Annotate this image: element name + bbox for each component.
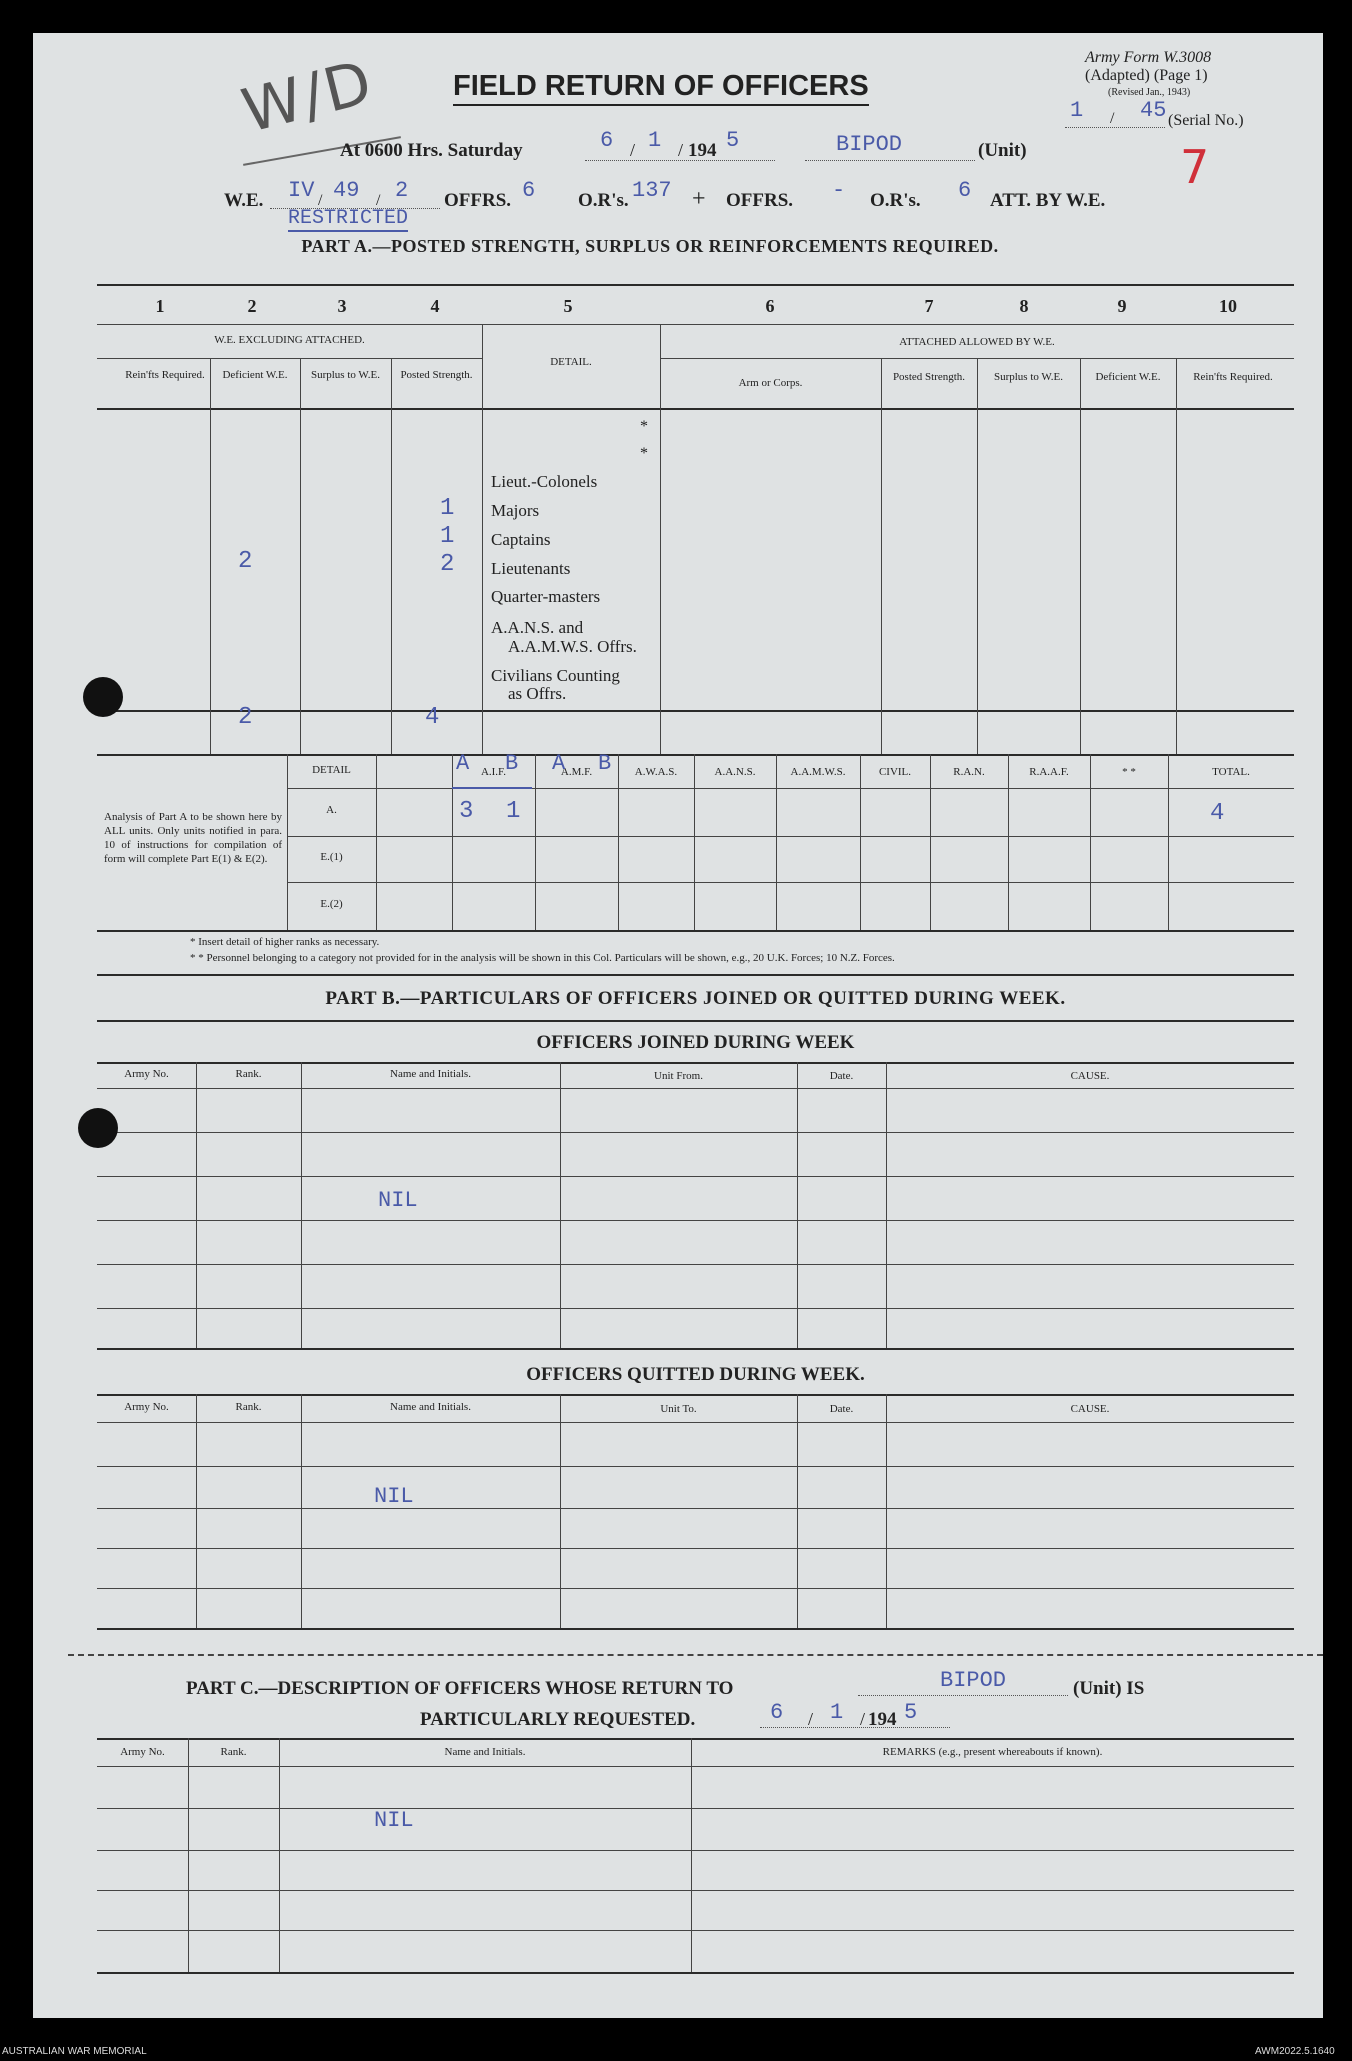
date-slash-2: / bbox=[678, 140, 684, 160]
part-a-heading: PART A.—POSTED STRENGTH, SURPLUS OR REINFORCEMENTS REQUIRED. bbox=[301, 236, 999, 256]
joined-h-date: Date. bbox=[829, 1070, 854, 1082]
col-number-6: 6 bbox=[765, 296, 775, 316]
form-title: FIELD RETURN OF OFFICERS bbox=[453, 70, 869, 106]
analysis-h-total: TOTAL. bbox=[1212, 766, 1250, 778]
part-c-unit-dots bbox=[858, 1695, 1068, 1696]
joined-vline-5 bbox=[886, 1062, 887, 1348]
quitted-vline-5 bbox=[886, 1394, 887, 1628]
plus-sign: + bbox=[692, 186, 706, 212]
part-a-group-rule-left bbox=[97, 358, 482, 359]
col-number-9: 9 bbox=[1117, 296, 1127, 316]
quitted-vline-4 bbox=[797, 1394, 798, 1628]
h-reinf: Rein'fts Required. bbox=[125, 369, 205, 381]
joined-h-unit-from: Unit From. bbox=[654, 1070, 703, 1082]
part-a-vline-8 bbox=[1080, 358, 1081, 754]
part-c-unit-is: (Unit) IS bbox=[1073, 1678, 1145, 1699]
footer-left: AUSTRALIAN WAR MEMORIAL bbox=[2, 2046, 147, 2057]
part-c-h-remarks: REMARKS (e.g., present whereabouts if known). bbox=[882, 1746, 1103, 1758]
part-b-rule bbox=[97, 1020, 1294, 1022]
joined-vline-3 bbox=[560, 1062, 561, 1348]
part-c-year-digit: 5 bbox=[904, 1700, 918, 1725]
annotation-a-2: A bbox=[552, 751, 566, 776]
date-day: 6 bbox=[600, 128, 614, 153]
posted-lieutenants: 2 bbox=[440, 551, 455, 578]
joined-vline-2 bbox=[301, 1062, 302, 1348]
ors-value: 137 bbox=[632, 178, 672, 203]
form-revised: (Revised Jan., 1943) bbox=[1108, 87, 1191, 98]
time-label: At 0600 Hrs. Saturday bbox=[340, 140, 523, 161]
joined-row-rule-4 bbox=[97, 1264, 1294, 1265]
part-c-slash-1: / bbox=[808, 1709, 814, 1729]
joined-h-name: Name and Initials. bbox=[390, 1068, 471, 1080]
analysis-h-ran: R.A.N. bbox=[953, 766, 985, 778]
analysis-total-value: 4 bbox=[1210, 800, 1225, 827]
date-month: 1 bbox=[648, 128, 662, 153]
rank-civilians-2: as Offrs. bbox=[508, 684, 567, 703]
joined-row-rule-3 bbox=[97, 1220, 1294, 1221]
col-number-1: 1 bbox=[155, 296, 165, 316]
offrs-label: OFFRS. bbox=[444, 190, 512, 211]
quitted-heading: OFFICERS QUITTED DURING WEEK. bbox=[526, 1364, 865, 1385]
analysis-vline-8 bbox=[930, 754, 931, 930]
quitted-row-rule-4 bbox=[97, 1588, 1294, 1589]
analysis-row-e1: E.(1) bbox=[320, 851, 343, 863]
joined-header-rule bbox=[97, 1088, 1294, 1089]
quitted-h-rank: Rank. bbox=[235, 1401, 262, 1413]
annotation-underline bbox=[452, 787, 532, 789]
analysis-h-detail: DETAIL bbox=[312, 764, 351, 776]
total-posted: 4 bbox=[425, 704, 440, 731]
analysis-vline-2 bbox=[452, 754, 453, 930]
analysis-vline-1 bbox=[376, 754, 377, 930]
serial-slash: / bbox=[1110, 110, 1115, 127]
analysis-h-civil: CIVIL. bbox=[878, 766, 912, 778]
rank-civilians-1: Civilians Counting bbox=[491, 666, 620, 685]
date-year-digit: 5 bbox=[726, 128, 740, 153]
offrs2-label: OFFRS. bbox=[726, 190, 794, 211]
part-c-vline-3 bbox=[691, 1738, 692, 1972]
rank-quarter-masters: Quarter-masters bbox=[491, 587, 601, 606]
quitted-row-rule-2 bbox=[97, 1508, 1294, 1509]
h-surplus-2: Surplus to W.E. bbox=[993, 371, 1064, 383]
analysis-h-aamws: A.A.M.W.S. bbox=[790, 766, 846, 778]
att-label: ATT. BY W.E. bbox=[990, 190, 1106, 211]
part-a-header-rule bbox=[97, 408, 1294, 410]
col-number-2: 2 bbox=[247, 296, 257, 316]
part-c-vline-2 bbox=[279, 1738, 280, 1972]
part-c-row-rule-3 bbox=[97, 1890, 1294, 1891]
punch-hole-2 bbox=[78, 1108, 118, 1148]
col-number-4: 4 bbox=[430, 296, 440, 316]
analysis-h-raaf: R.A.A.F. bbox=[1029, 766, 1069, 778]
analysis-vline-4 bbox=[618, 754, 619, 930]
h-posted-2: Posted Strength. bbox=[892, 371, 966, 383]
h-deficient-2: Deficient W.E. bbox=[1095, 371, 1161, 383]
attached-allowed: ATTACHED ALLOWED BY W.E. bbox=[899, 336, 1055, 348]
analysis-h-awas: A.W.A.S. bbox=[634, 766, 678, 778]
handwritten-wd-mark: W/D bbox=[235, 47, 381, 147]
part-c-date-dots bbox=[760, 1727, 950, 1728]
deficient-lieutenants: 2 bbox=[238, 548, 253, 575]
analysis-row-rule-1 bbox=[287, 836, 1294, 837]
part-b-heading: PART B.—PARTICULARS OF OFFICERS JOINED OR QUITTED DURING WEEK. bbox=[325, 988, 1066, 1009]
part-c-bottom-rule bbox=[97, 1972, 1294, 1974]
detail-star-2: * bbox=[640, 445, 648, 462]
ors2-value: 6 bbox=[958, 178, 972, 203]
date-slash-1: / bbox=[630, 140, 636, 160]
rank-majors: Majors bbox=[491, 501, 540, 520]
we-slash-2: / bbox=[376, 192, 381, 209]
part-a-vline-4 bbox=[482, 324, 483, 754]
part-a-vline-3 bbox=[391, 358, 392, 754]
annotation-b-1: B bbox=[505, 751, 519, 776]
quitted-h-unit-to: Unit To. bbox=[660, 1403, 697, 1415]
part-c-row-rule-1 bbox=[97, 1808, 1294, 1809]
part-c-year-prefix: 194 bbox=[868, 1709, 897, 1730]
posted-majors: 1 bbox=[440, 495, 455, 522]
rank-aans-1: A.A.N.S. and bbox=[491, 618, 584, 637]
analysis-note: Analysis of Part A to be shown here by ALL units. Only units notified in para. 10 of instructions for compilation of form will complete Part E(1) & E(2). bbox=[104, 811, 282, 865]
analysis-h-aif: A.I.F. bbox=[480, 766, 507, 778]
h-surplus: Surplus to W.E. bbox=[310, 369, 381, 381]
quitted-header-rule bbox=[97, 1422, 1294, 1423]
joined-heading: OFFICERS JOINED DURING WEEK bbox=[536, 1032, 855, 1053]
col-number-5: 5 bbox=[563, 296, 573, 316]
serial-a: 1 bbox=[1070, 98, 1084, 123]
serial-b: 45 bbox=[1140, 98, 1167, 123]
we-excluding-attached: W.E. EXCLUDING ATTACHED. bbox=[214, 334, 365, 346]
analysis-vline-3 bbox=[535, 754, 536, 930]
unit-label: (Unit) bbox=[978, 140, 1027, 161]
part-a-vline-7 bbox=[977, 358, 978, 754]
part-a-bottom-rule bbox=[97, 754, 1294, 756]
rank-aans-2: A.A.M.W.S. Offrs. bbox=[508, 637, 637, 656]
quitted-h-cause: CAUSE. bbox=[1070, 1403, 1110, 1415]
analysis-vline-9 bbox=[1008, 754, 1009, 930]
quitted-row-rule-3 bbox=[97, 1548, 1294, 1549]
analysis-h-aans: A.A.N.S. bbox=[714, 766, 756, 778]
analysis-vline-10 bbox=[1090, 754, 1091, 930]
restricted-stamp: RESTRICTED bbox=[288, 207, 409, 230]
part-c-h-rank: Rank. bbox=[220, 1746, 247, 1758]
joined-top-rule bbox=[97, 1062, 1294, 1064]
quitted-bottom-rule bbox=[97, 1628, 1294, 1630]
part-c-line-2: PARTICULARLY REQUESTED. bbox=[420, 1709, 696, 1730]
footnote-rule bbox=[97, 974, 1294, 976]
quitted-vline-2 bbox=[301, 1394, 302, 1628]
posted-captains: 1 bbox=[440, 523, 455, 550]
h-deficient: Deficient W.E. bbox=[222, 369, 288, 381]
quitted-vline-1 bbox=[196, 1394, 197, 1628]
part-c-day: 6 bbox=[770, 1700, 784, 1725]
analysis-vline-5 bbox=[694, 754, 695, 930]
rank-captains: Captains bbox=[491, 530, 551, 549]
analysis-vline-7 bbox=[860, 754, 861, 930]
unit-dots bbox=[805, 160, 975, 161]
we-slash-1: / bbox=[318, 192, 323, 209]
joined-row-rule-1 bbox=[97, 1132, 1294, 1133]
total-deficient: 2 bbox=[238, 704, 253, 731]
perforation-line bbox=[68, 1654, 1323, 1656]
col-number-3: 3 bbox=[337, 296, 347, 316]
part-a-vline-1 bbox=[210, 358, 211, 754]
quitted-row-rule-1 bbox=[97, 1466, 1294, 1467]
rank-lieutenants: Lieutenants bbox=[491, 559, 571, 578]
quitted-vline-3 bbox=[560, 1394, 561, 1628]
analysis-row-a: A. bbox=[326, 804, 337, 816]
analysis-header-rule bbox=[287, 788, 1294, 789]
part-c-row-rule-4 bbox=[97, 1930, 1294, 1931]
part-c-month: 1 bbox=[830, 1700, 844, 1725]
we-c: 2 bbox=[395, 178, 409, 203]
part-a-vline-2 bbox=[300, 358, 301, 754]
part-c-line-1: PART C.—DESCRIPTION OF OFFICERS WHOSE RETURN TO bbox=[186, 1678, 734, 1699]
we-label: W.E. bbox=[224, 190, 264, 211]
detail-star-1: * bbox=[640, 418, 648, 435]
h-arm-corps: Arm or Corps. bbox=[738, 377, 803, 389]
quitted-top-rule bbox=[97, 1394, 1294, 1396]
ors-label: O.R's. bbox=[578, 190, 629, 211]
col-number-10: 10 bbox=[1219, 296, 1237, 316]
joined-row-rule-2 bbox=[97, 1176, 1294, 1177]
analysis-aif-value: 3 bbox=[459, 798, 474, 825]
we-b: 49 bbox=[333, 178, 360, 203]
analysis-amf-value: 1 bbox=[506, 798, 521, 825]
part-c-h-army-no: Army No. bbox=[120, 1746, 165, 1758]
footnote-2: * * Personnel belonging to a category not provided for in the analysis will be shown in this Col. Particulars will be shown, e.g., 20 U.K. Forces; 10 N.Z. Forces. bbox=[190, 952, 895, 964]
joined-h-army-no: Army No. bbox=[124, 1068, 169, 1080]
joined-vline-4 bbox=[797, 1062, 798, 1348]
part-a-numbers-rule bbox=[97, 324, 1294, 325]
col-number-8: 8 bbox=[1019, 296, 1029, 316]
date-dots bbox=[585, 160, 775, 161]
analysis-h-amf: A.M.F. bbox=[560, 766, 593, 778]
joined-row-rule-5 bbox=[97, 1308, 1294, 1309]
joined-nil: NIL bbox=[378, 1188, 418, 1213]
part-c-header-rule bbox=[97, 1766, 1294, 1767]
joined-bottom-rule bbox=[97, 1348, 1294, 1350]
serial-dots bbox=[1065, 127, 1165, 128]
annotation-b-2: B bbox=[598, 751, 612, 776]
joined-h-rank: Rank. bbox=[235, 1068, 262, 1080]
quitted-nil: NIL bbox=[374, 1484, 414, 1509]
analysis-row-rule-2 bbox=[287, 882, 1294, 883]
analysis-vline-11 bbox=[1168, 754, 1169, 930]
serial-label: (Serial No.) bbox=[1168, 112, 1244, 129]
detail-header: DETAIL. bbox=[550, 356, 592, 368]
red-handwritten-mark: 7 bbox=[1180, 140, 1210, 194]
unit-name: BIPOD bbox=[836, 132, 903, 157]
part-c-nil: NIL bbox=[374, 1808, 414, 1833]
annotation-a-1: A bbox=[456, 751, 470, 776]
rank-lieut-colonels: Lieut.-Colonels bbox=[491, 472, 598, 491]
we-a: IV bbox=[288, 178, 315, 203]
offrs-value: 6 bbox=[522, 178, 536, 203]
part-c-unit: BIPOD bbox=[940, 1668, 1007, 1693]
analysis-vline-6 bbox=[776, 754, 777, 930]
analysis-row-e2: E.(2) bbox=[320, 898, 343, 910]
quitted-h-army-no: Army No. bbox=[124, 1401, 169, 1413]
part-a-vline-9 bbox=[1176, 358, 1177, 754]
analysis-bottom-rule bbox=[97, 930, 1294, 932]
footer-right: AWM2022.5.1640 bbox=[1255, 2046, 1335, 2057]
h-posted: Posted Strength. bbox=[400, 369, 473, 381]
joined-h-cause: CAUSE. bbox=[1070, 1070, 1110, 1082]
part-c-h-name: Name and Initials. bbox=[444, 1746, 526, 1758]
part-a-vline-6 bbox=[881, 358, 882, 754]
h-reinf-2: Rein'fts Required. bbox=[1193, 371, 1273, 383]
ors2-label: O.R's. bbox=[870, 190, 921, 211]
footnote-1: * Insert detail of higher ranks as necessary. bbox=[190, 936, 380, 948]
quitted-h-date: Date. bbox=[829, 1403, 854, 1415]
part-c-slash-2: / bbox=[860, 1709, 866, 1729]
col-number-7: 7 bbox=[924, 296, 934, 316]
quitted-h-name: Name and Initials. bbox=[390, 1401, 471, 1413]
army-form-number: Army Form W.3008 bbox=[1085, 49, 1212, 66]
form-adapted: (Adapted) (Page 1) bbox=[1085, 67, 1208, 84]
part-c-top-rule bbox=[97, 1738, 1294, 1740]
date-year-prefix: 194 bbox=[688, 140, 717, 161]
joined-vline-1 bbox=[196, 1062, 197, 1348]
analysis-h-other: * * bbox=[1122, 766, 1136, 778]
part-c-vline-1 bbox=[188, 1738, 189, 1972]
part-a-top-rule bbox=[97, 284, 1294, 286]
part-a-total-rule bbox=[97, 710, 1294, 712]
part-c-row-rule-2 bbox=[97, 1850, 1294, 1851]
offrs2-value: - bbox=[832, 178, 846, 203]
punch-hole-1 bbox=[83, 677, 123, 717]
